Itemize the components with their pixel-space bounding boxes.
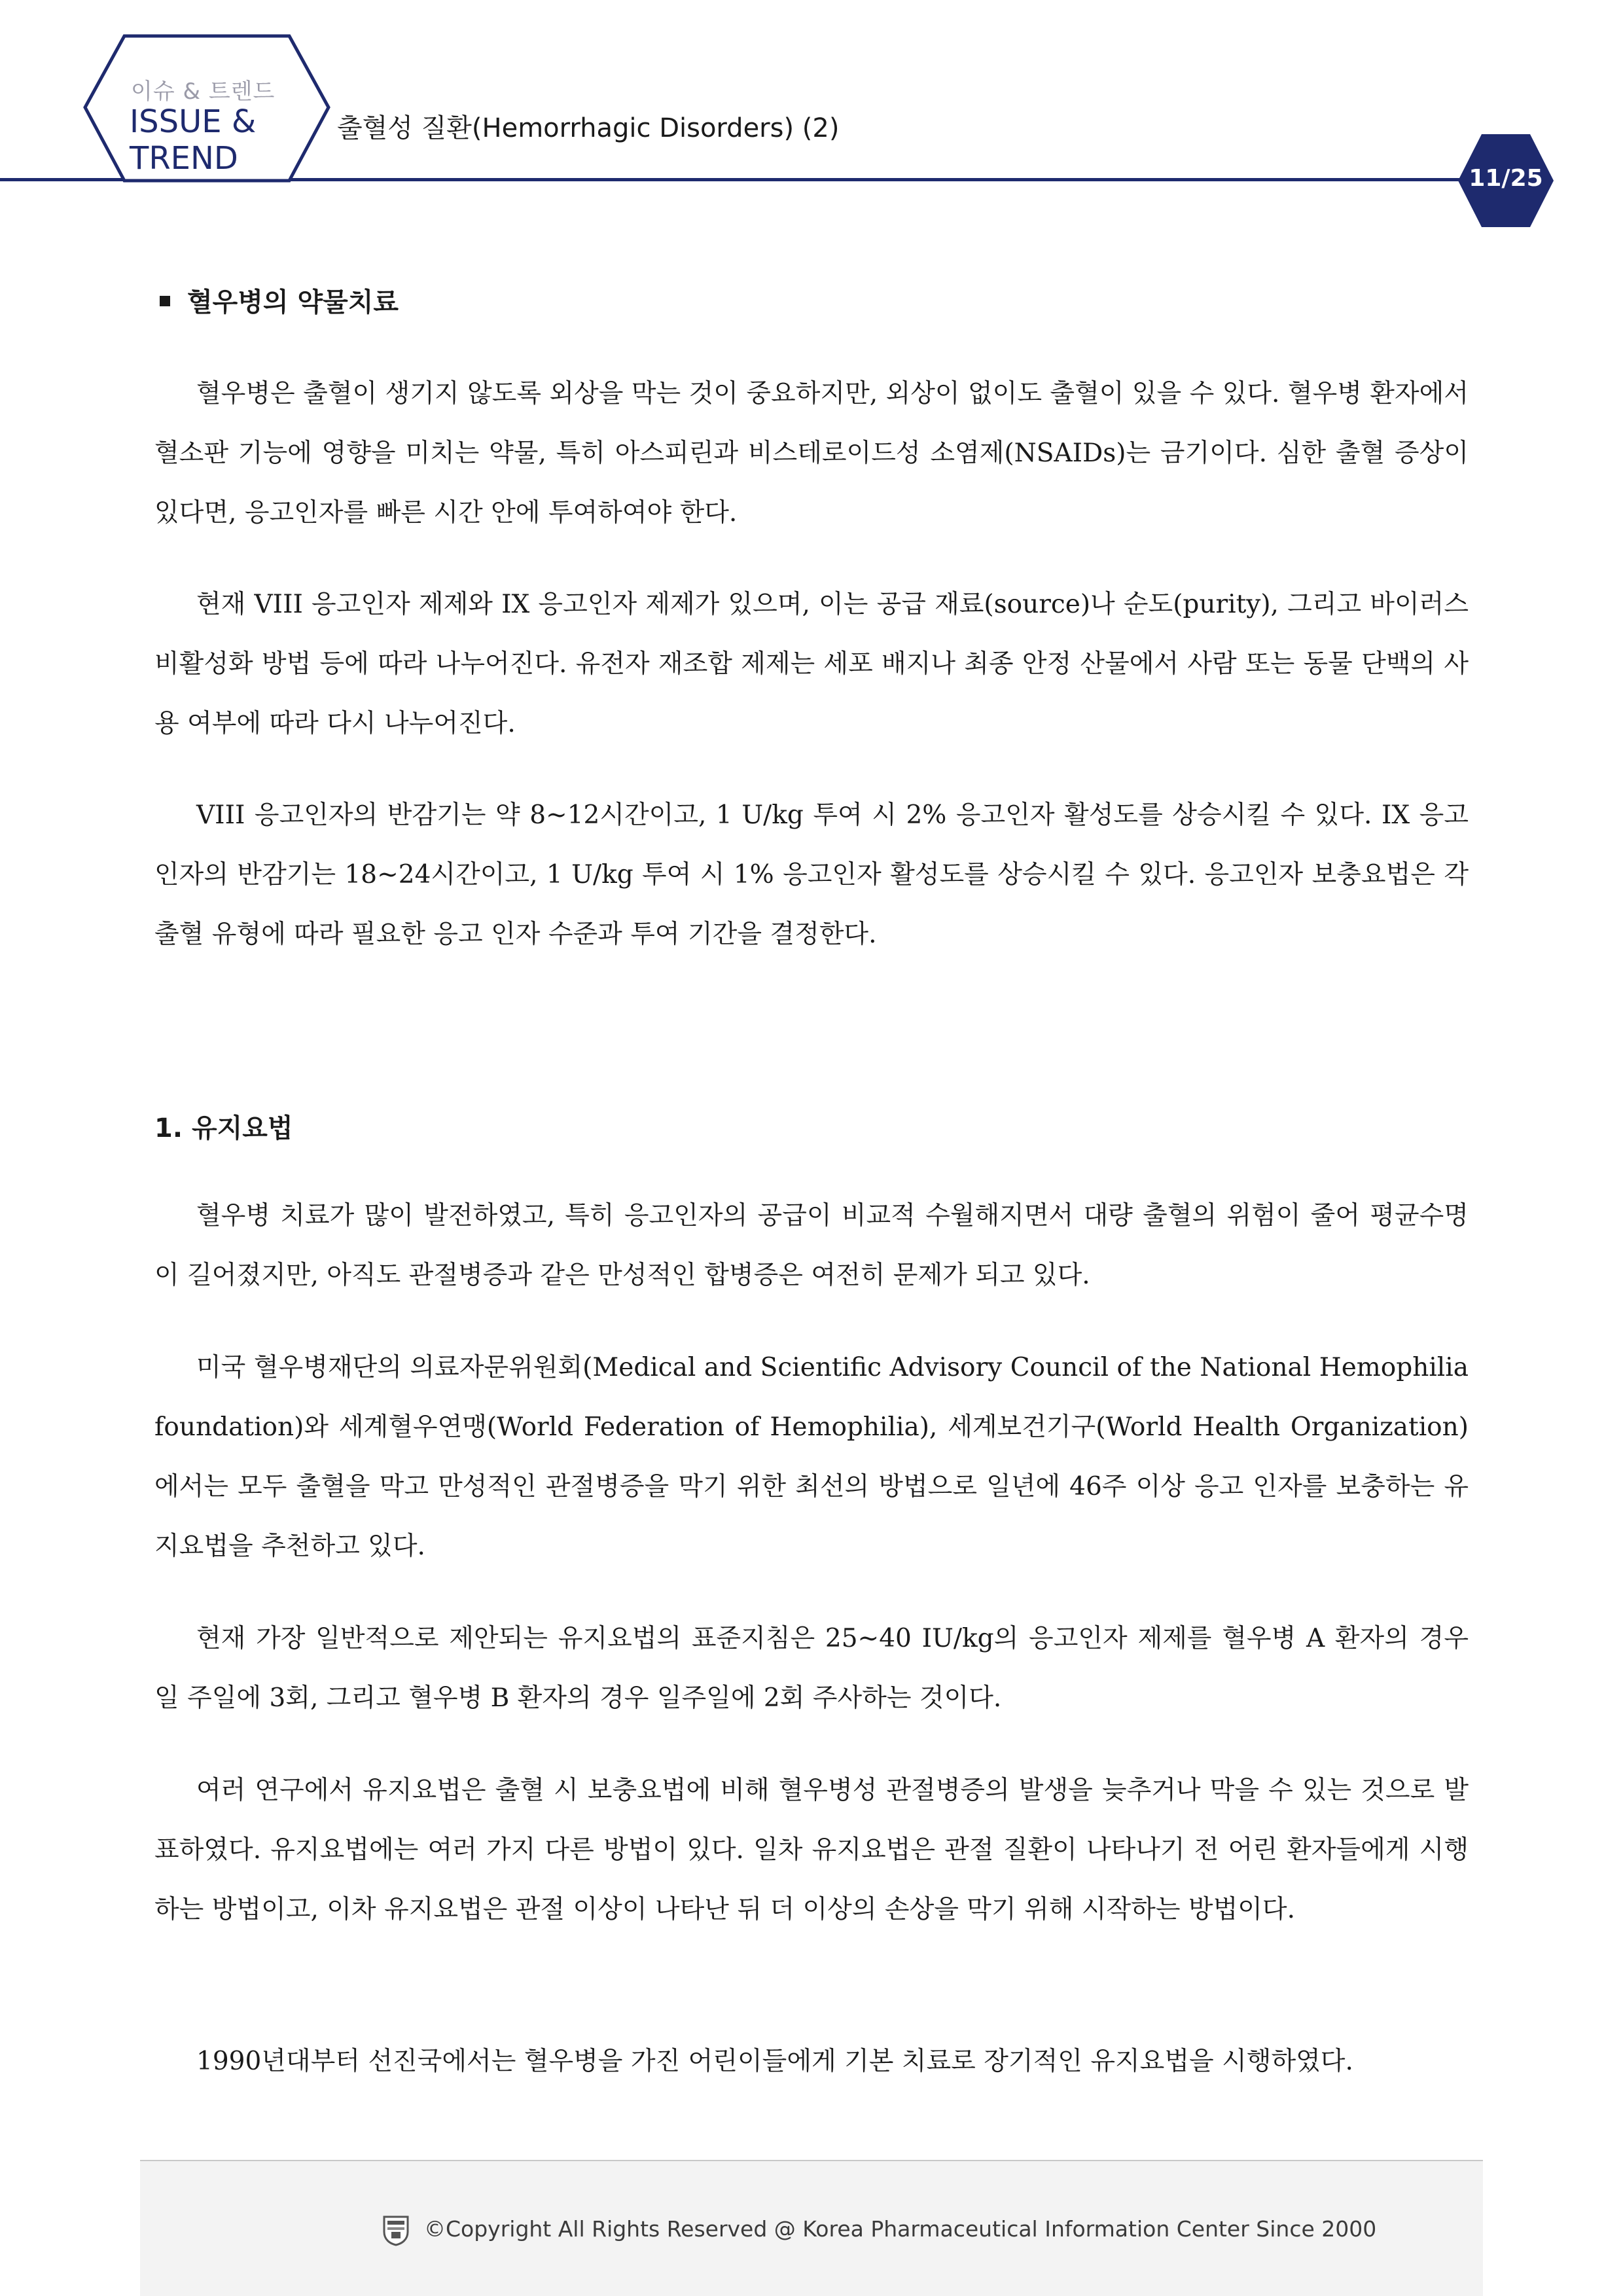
paragraph: 여러 연구에서 유지요법은 출혈 시 보충요법에 비해 혈우병성 관절병증의 발생을 늦추거나 막을 수 있는 것으로 발표하였다. 유지요법에는 여러 가지 다른 방법이 있다. 일차 유지요법은 관절 질환이 나타나기 전 어린 환자들에게 시행하는 방법이고, 이차 유지요법은 관절 이상이 나타난 뒤 더 이상의 손상을 막기 위해 시작하는 방법이다.: [154, 1776, 1469, 1924]
paragraph: VIII 응고인자의 반감기는 약 8~12시간이고, 1 U/kg 투여 시 2% 응고인자 활성도를 상승시킬 수 있다. IX 응고인자의 반감기는 18~24시간이고, 1 U/kg 투여 시 1% 응고인자 활성도를 상승시킬 수 있다. 응고인자 보충요법은 각 출혈 유형에 따라 필요한 응고 인자 수준과 투여 기간을 결정한다.: [154, 800, 1469, 949]
copyright-notice: ©Copyright All Rights Reserved @ Korea Pharmaceutical Information Center Since 2000: [424, 2216, 1377, 2242]
paragraph: 혈우병은 출혈이 생기지 않도록 외상을 막는 것이 중요하지만, 외상이 없이도 출혈이 있을 수 있다. 혈우병 환자에서 혈소판 기능에 영향을 미치는 약물, 특히 아스피린과 비스테로이드성 소염제(NSAIDs)는 금기이다. 심한 출혈 증상이 있다면, 응고인자를 빠른 시간 안에 투여하여야 한다.: [154, 379, 1469, 528]
badge-line-2: TREND: [130, 140, 238, 177]
badge-line-1: ISSUE &: [130, 103, 257, 140]
section-heading-text: 혈우병의 약물치료: [187, 287, 399, 317]
kpic-shield-logo-icon: [382, 2215, 410, 2246]
paragraph: 현재 VIII 응고인자 제제와 IX 응고인자 제제가 있으며, 이는 공급 재료(source)나 순도(purity), 그리고 바이러스 비활성화 방법 등에 따라 나누어진다. 유전자 재조합 제제는 세포 배지나 최종 안정 산물에서 사람 또는 동물 단백의 사용 여부에 따라 다시 나누어진다.: [154, 590, 1469, 738]
badge-label-english: [130, 103, 256, 177]
paragraph: 현재 가장 일반적으로 제안되는 유지요법의 표준지침은 25~40 IU/kg의 응고인자 제제를 혈우병 A 환자의 경우 일 주일에 3회, 그리고 혈우병 B 환자의 경우 일주일에 2회 주사하는 것이다.: [154, 1624, 1469, 1713]
paragraph: 혈우병 치료가 많이 발전하였고, 특히 응고인자의 공급이 비교적 수월해지면서 대량 출혈의 위험이 줄어 평균수명이 길어졌지만, 아직도 관절병증과 같은 만성적인 합병증은 여전히 문제가 되고 있다.: [154, 1201, 1469, 1290]
page-number: 11/25: [1469, 165, 1543, 192]
page-title: 출혈성 질환(Hemorrhagic Disorders) (2): [337, 113, 840, 143]
paragraph: 1990년대부터 선진국에서는 혈우병을 가진 어린이들에게 기본 치료로 장기적인 유지요법을 시행하였다.: [196, 2047, 1353, 2076]
square-bullet-icon: [160, 296, 170, 306]
paragraph: 미국 혈우병재단의 의료자문위원회(Medical and Scientific Advisory Council of the National Hemophilia foundation)와 세계혈우연맹(World Federation of Hemophilia), 세계보건기구(World Health Organization)에서는 모두 출혈을 막고 만성적인 관절병증을 막기 위한 최선의 방법으로 일년에 46주 이상 응고 인자를 보충하는 유지요법을 추천하고 있다.: [154, 1353, 1469, 1561]
badge-label-korean: 이슈 & 트렌드: [131, 79, 276, 105]
section-heading-maintenance-therapy: 1. 유지요법: [154, 1113, 293, 1143]
section-heading-drug-therapy: [160, 281, 399, 319]
